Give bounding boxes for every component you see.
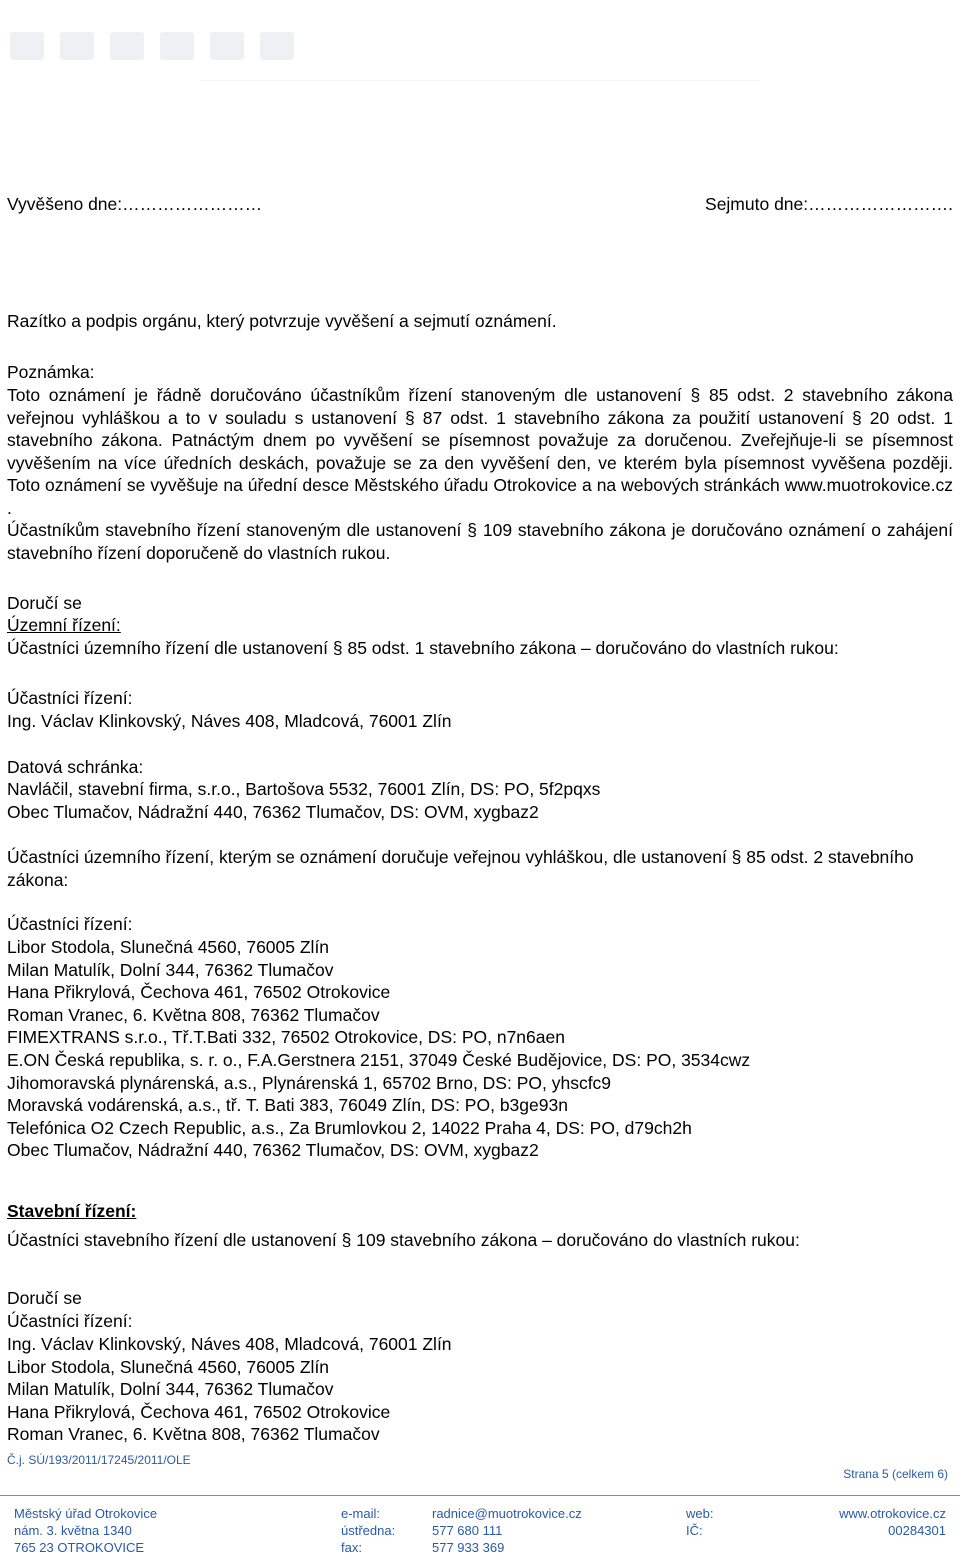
public-notice-line: Účastníci územního řízení, kterým se oznámení doručuje veřejnou vyhláškou, dle ustanovení § 85 odst. 2 stavebního zákona:	[7, 847, 914, 890]
databox-label: Datová schránka:	[7, 757, 144, 777]
list-item: E.ON Česká republika, s. r. o., F.A.Gerstnera 2151, 37049 České Budějovice, DS: PO, 3534cwz	[7, 1049, 751, 1070]
list-item: Telefónica O2 Czech Republic, a.s., Za Brumlovkou 2, 14022 Praha 4, DS: PO, d79ch2h	[7, 1117, 692, 1138]
stamp-note: Razítko a podpis orgánu, který potvrzuje vyvěšení a sejmutí oznámení.	[7, 311, 557, 331]
list-item: Jihomoravská plynárenská, a.s., Plynárenská 1, 65702 Brno, DS: PO, yhscfc9	[7, 1072, 612, 1093]
deliver-label: Doručí se	[7, 593, 82, 613]
list-item: Milan Matulík, Dolní 344, 76362 Tlumačov	[7, 959, 334, 980]
office-street: nám. 3. května 1340	[14, 1523, 132, 1538]
list-item: Hana Přikrylová, Čechova 461, 76502 Otrokovice	[7, 982, 391, 1003]
removed-on-field: Sejmuto dne:…………………….	[705, 194, 953, 214]
contact-values	[432, 1505, 582, 1556]
ico-label: IČ:	[686, 1523, 703, 1538]
list-item: Ing. Václav Klinkovský, Náves 408, Mladcová, 76001 Zlín	[7, 1334, 452, 1354]
databox-list	[7, 778, 953, 823]
note-heading: Poznámka:	[7, 362, 95, 382]
list-item: Roman Vranec, 6. Května 808, 76362 Tlumačov	[7, 1424, 380, 1445]
office-address	[14, 1505, 157, 1556]
building-heading: Stavební řízení:	[7, 1201, 137, 1221]
web-label: web:	[686, 1506, 714, 1521]
territorial-own-hands: Účastníci územního řízení dle ustanovení § 85 odst. 1 stavebního zákona – doručováno do vlastních rukou:	[7, 638, 839, 658]
list-item: FIMEXTRANS s.r.o., Tř.T.Bati 332, 76502 Otrokovice, DS: PO, n7n6aen	[7, 1027, 565, 1048]
email-label: e-mail:	[341, 1506, 381, 1521]
participants-label-1: Účastníci řízení:	[7, 688, 133, 708]
web-values	[839, 1505, 946, 1539]
footer-divider	[0, 1495, 960, 1496]
contact-labels	[341, 1505, 395, 1556]
participants-label-3: Účastníci řízení:	[7, 1311, 133, 1331]
list-item: Libor Stodola, Slunečná 4560, 76005 Zlín	[7, 937, 330, 957]
posting-dates-row	[7, 194, 953, 215]
web-labels	[686, 1505, 713, 1539]
phone-number: 577 680 111	[432, 1523, 503, 1538]
territorial-heading: Územní řízení:	[7, 615, 121, 635]
note-body: Toto oznámení je řádně doručováno účastníkům řízení stanoveným dle ustanovení § 85 odst. 2 stavebního zákona veřejnou vyhláškou a to v souladu s ustanovení § 87 odst. 1 stavebního zákona za použití ustanovení § 20 odst. 1 stavebního zákona. Patnáctým dnem po vyvěšení se písemnost považuje za doručenou. Zveřejňuje-li se písemnost vyvěšením na více úředních deskách, považuje se za den vyvěšení den, ve kterém byla písemnost vyvěšena později. Toto oznámení se vyvěšuje na úřední desce Městského úřadu Otrokovice a na webových stránkách www.muotrokovice.cz .	[7, 385, 953, 518]
header-decoration	[0, 22, 960, 82]
participant-1: Ing. Václav Klinkovský, Náves 408, Mladcová, 76001 Zlín	[7, 711, 452, 731]
ico-number: 00284301	[888, 1523, 946, 1538]
list-item: Navláčil, stavební firma, s.r.o., Bartošova 5532, 76001 Zlín, DS: PO, 5f2pqxs	[7, 779, 601, 799]
list-item: Milan Matulík, Dolní 344, 76362 Tlumačov	[7, 1379, 334, 1400]
list-item: Roman Vranec, 6. Května 808, 76362 Tlumačov	[7, 1004, 380, 1025]
email-link[interactable]: radnice@muotrokovice.cz	[432, 1506, 582, 1521]
list-item: Obec Tlumačov, Nádražní 440, 76362 Tlumačov, DS: OVM, xygbaz2	[7, 1140, 539, 1161]
list-item: Hana Přikrylová, Čechova 461, 76502 Otrokovice	[7, 1401, 391, 1422]
fax-label: fax:	[341, 1540, 362, 1555]
participants-label-2: Účastníci řízení:	[7, 914, 133, 934]
building-participants-list	[7, 1333, 953, 1446]
posted-on-field: Vyvěšeno dne:……………………	[7, 194, 263, 214]
building-own-hands: Účastníci stavebního řízení dle ustanovení § 109 stavebního zákona – doručováno do vlastních rukou:	[7, 1230, 800, 1250]
public-participants-list	[7, 936, 953, 1162]
deliver-label-2: Doručí se	[7, 1288, 82, 1308]
page-number: Strana 5 (celkem 6)	[843, 1467, 948, 1481]
office-city: 765 23 OTROKOVICE	[14, 1540, 145, 1555]
phone-label: ústředna:	[341, 1523, 396, 1538]
list-item: Moravská vodárenská, a.s., tř. T. Bati 383, 76049 Zlín, DS: PO, b3ge93n	[7, 1095, 568, 1116]
office-name: Městský úřad Otrokovice	[14, 1506, 158, 1521]
web-link[interactable]: www.otrokovice.cz	[839, 1506, 946, 1521]
list-item: Obec Tlumačov, Nádražní 440, 76362 Tlumačov, DS: OVM, xygbaz2	[7, 801, 539, 822]
list-item: Libor Stodola, Slunečná 4560, 76005 Zlín	[7, 1356, 330, 1377]
document-reference: Č.j. SÚ/193/2011/17245/2011/OLE	[7, 1453, 191, 1467]
note-body-2: Účastníkům stavebního řízení stanoveným dle ustanovení § 109 stavebního zákona je doručováno oznámení o zahájení stavebního řízení doporučeně do vlastních rukou.	[7, 520, 953, 563]
fax-number: 577 933 369	[432, 1540, 505, 1555]
